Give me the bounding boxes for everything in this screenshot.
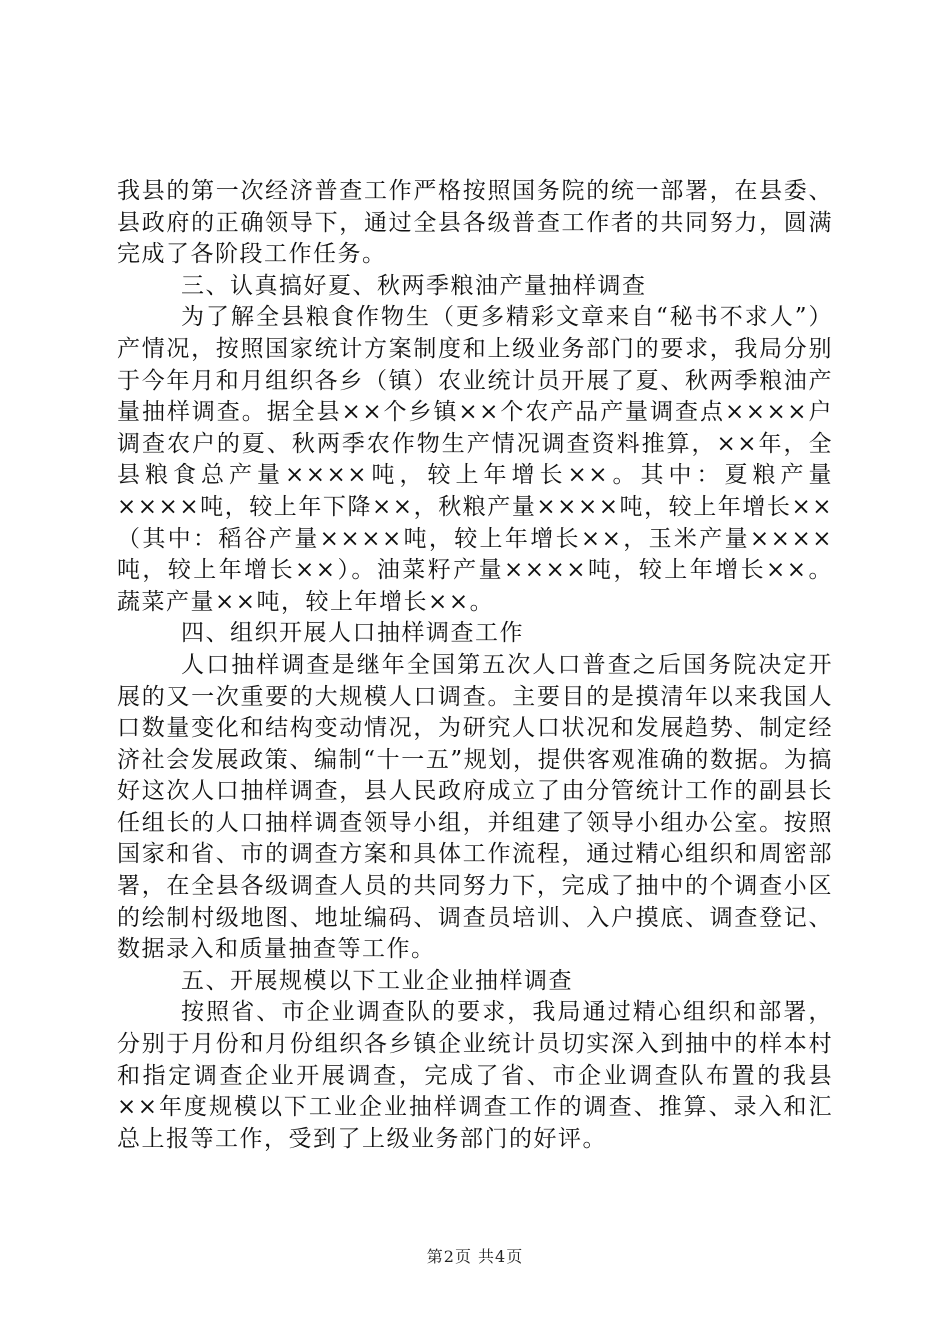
- paragraph-enterprise-survey: 按照省、市企业调查队的要求，我局通过精心组织和部署，分别于月份和月份组织各乡镇企业统计员切实深入到抽中的样本村和指定调查企业开展调查，完成了省、市企业调查队布置的我县××年度规模以下工业企业抽样调查工作的调查、推算、录入和汇总上报等工作，受到了上级业务部门的好评。: [117, 999, 833, 1152]
- section-heading-five: 五、开展规模以下工业企业抽样调查: [181, 967, 573, 994]
- paragraph-grain-survey: 为了解全县粮食作物生（更多精彩文章来自“秘书不求人”）产情况，按照国家统计方案制度和上级业务部门的要求，我局分别于今年月和月组织各乡（镇）农业统计员开展了夏、秋两季粮油产量抽样调查。据全县××个乡镇××个农产品产量调查点××××户调查农户的夏、秋两季农作物生产情况调查资料推算，××年，全县粮食总产量××××吨，较上年增长××。其中：夏粮产量××××吨，较上年下降××，秋粮产量××××吨，较上年增长××（其中：稻谷产量××××吨，较上年增长××，玉米产量××××吨，较上年增长××）。油菜籽产量××××吨，较上年增长××。蔬菜产量××吨，较上年增长××。: [117, 304, 833, 615]
- section-heading-four: 四、组织开展人口抽样调查工作: [181, 620, 524, 647]
- paragraph-population-survey: 人口抽样调查是继年全国第五次人口普查之后国务院决定开展的又一次重要的大规模人口调查。主要目的是摸清年以来我国人口数量变化和结构变动情况，为研究人口状况和发展趋势、制定经济社会发展政策、编制“十一五”规划，提供客观准确的数据。为搞好这次人口抽样调查，县人民政府成立了由分管统计工作的副县长任组长的人口抽样调查领导小组，并组建了领导小组办公室。按照国家和省、市的调查方案和具体工作流程，通过精心组织和周密部署，在全县各级调查人员的共同努力下，完成了抽中的个调查小区的绘制村级地图、地址编码、调查员培训、入户摸底、调查登记、数据录入和质量抽查等工作。: [117, 651, 833, 963]
- page-number: 第2页 共4页: [426, 1247, 524, 1266]
- section-heading-three: 三、认真搞好夏、秋两季粮油产量抽样调查: [181, 272, 647, 299]
- page-footer: [0, 1244, 950, 1267]
- document-body: [117, 176, 833, 1155]
- paragraph-continuation: 我县的第一次经济普查工作严格按照国务院的统一部署，在县委、县政府的正确领导下，通过全县各级普查工作者的共同努力，圆满完成了各阶段工作任务。: [117, 178, 833, 268]
